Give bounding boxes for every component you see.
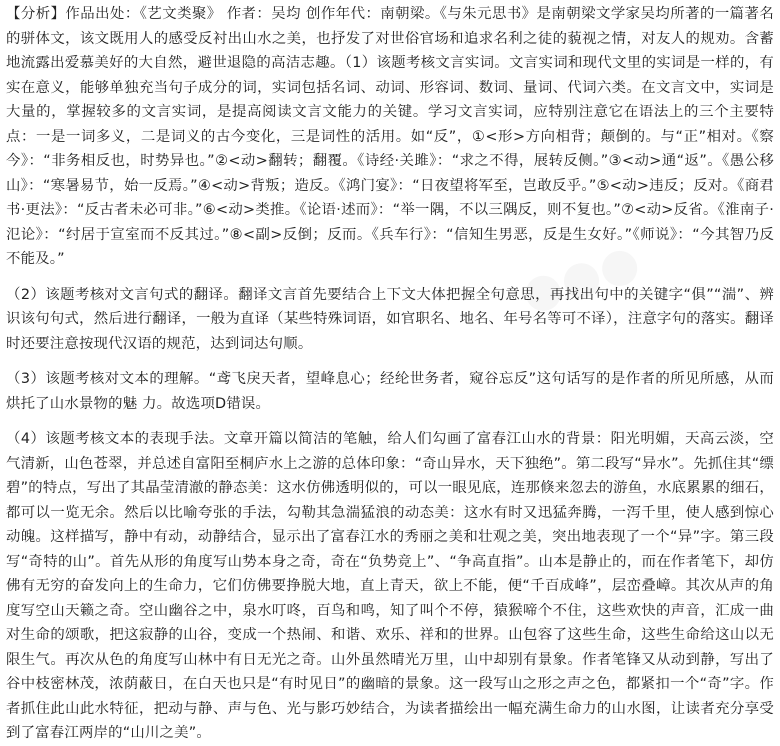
paragraph-spacer <box>6 416 774 427</box>
paragraph-spacer <box>6 272 774 283</box>
analysis-paragraph-3: （3）该题考核对文本的理解。“鸢飞戾天者，望峰息心；经纶世务者，窥谷忘反”这句话写的是作者的所见所感，从而烘托了山水景物的魅 力。故选项D错误。 <box>6 371 774 412</box>
analysis-paragraph-1: 【分析】作品出处：《艺文类聚》 作者：吴均 创作年代：南朝梁。《与朱元思书》是南朝梁文学家吴均所著的一篇著名的骈体文，该文既用人的感受反衬出山水之美，也抒发了对世俗官场和追求名利之徒的藐视之情，对友人的规劝。含蓄地流露出爱慕美好的大自然，避世退隐的高洁志趣。（1）该题考核文言实词。文言实词和现代文里的实词是一样的，有实在意义，能够单独充当句子成分的词，实词包括名词、动词、形容词、数词、量词、代词六类。在文言文中，实词是大量的，掌握较多的文言实词，是提高阅读文言文能力的关键。学习文言实词，应特别注意它在语法上的三个主要特点：一是一词多义，二是词义的古今变化，三是词性的活用。如“反”，①<形>方向相背；颠倒的。与“正”相对。《察今》：“非务相反也，时势异也。”②<动>翻转；翻覆。《诗经·关雎》：“求之不得，展转反侧。”③<动>通“返”。《愚公移山》：“寒暑易节，始一反焉。”④<动>背叛；造反。《鸿门宴》：“日夜望将军至，岂敢反乎。”⑤<动>违反；反对。《商君书·更法》：“反古者未必可非。”⑥<动>类推。《论语·述而》：“举一隅，不以三隅反，则不复也。”⑦<动>反省。《淮南子·氾论》：“纣居于宣室而不反其过。”⑧<副>反倒；反而。《兵车行》：“信知生男恶，反是生女好。”《师说》：“今其智乃反不能及。” <box>6 6 774 267</box>
analysis-paragraph-4: （4）该题考核文本的表现手法。文章开篇以简洁的笔触，给人们勾画了富春江山水的背景：阳光明媚，天高云淡，空气清新，山色苍翠，并总述自富阳至桐庐水上之游的总体印象：“奇山异水，天下独绝”。第二段写“异水”。先抓住其“缥碧”的特点，写出了其晶莹清澈的静态美：这水仿佛透明似的，可以一眼见底，连那倏来忽去的游鱼，水底累累的细石，都可以一览无余。然后以比喻夸张的手法，勾勒其急湍猛浪的动态美：这水有时又迅猛奔腾，一泻千里，使人感到惊心动魄。这样描写，静中有动，动静结合，显示出了富春江水的秀丽之美和壮观之美，突出地表现了一个“异”字。第三段写“奇特的山”。首先从形的角度写山势本身之奇，奇在“负势竞上”、“争高直指”。山本是静止的，而在作者笔下，却仿佛有无穷的奋发向上的生命力，它们仿佛要挣脱大地，直上青天，欲上不能，便“千百成峰”，层峦叠嶂。其次从声的角度写空山天籁之奇。空山幽谷之中，泉水叮咚，百鸟和鸣，知了叫个不停，猿猴啼个不住，这些欢快的声音，汇成一曲对生命的颂歌，把这寂静的山谷，变成一个热闹、和谐、欢乐、祥和的世界。山包容了这些生命，这些生命给这山以无限生气。再次从色的角度写山林中有日无光之奇。山外虽然晴光万里，山中却别有景象。作者笔锋又从动到静，写出了谷中枝密林茂，浓荫蔽日，在白天也只是“有时见日”的幽暗的景象。这一段写山之形之声之色，都紧扣一个“奇”字。作者抓住此山此水特征，把动与静、声与色、光与影巧妙结合，为读者描绘出一幅充满生命力的山水图，让读者充分享受到了富春江两岸的“山川之美”。 <box>6 431 774 741</box>
analysis-paragraph-2: （2）该题考核对文言句式的翻译。翻译文言首先要结合上下文大体把握全句意思，再找出句中的关键字“俱”“湍”、辨识该句句式，然后进行翻译，一般为直译（某些特殊词语，如官职名、地名、年号名等可不译），注意字句的落实。翻译时还要注意按现代汉语的规范，达到词达句顺。 <box>6 286 774 352</box>
paragraph-spacer <box>6 356 774 367</box>
